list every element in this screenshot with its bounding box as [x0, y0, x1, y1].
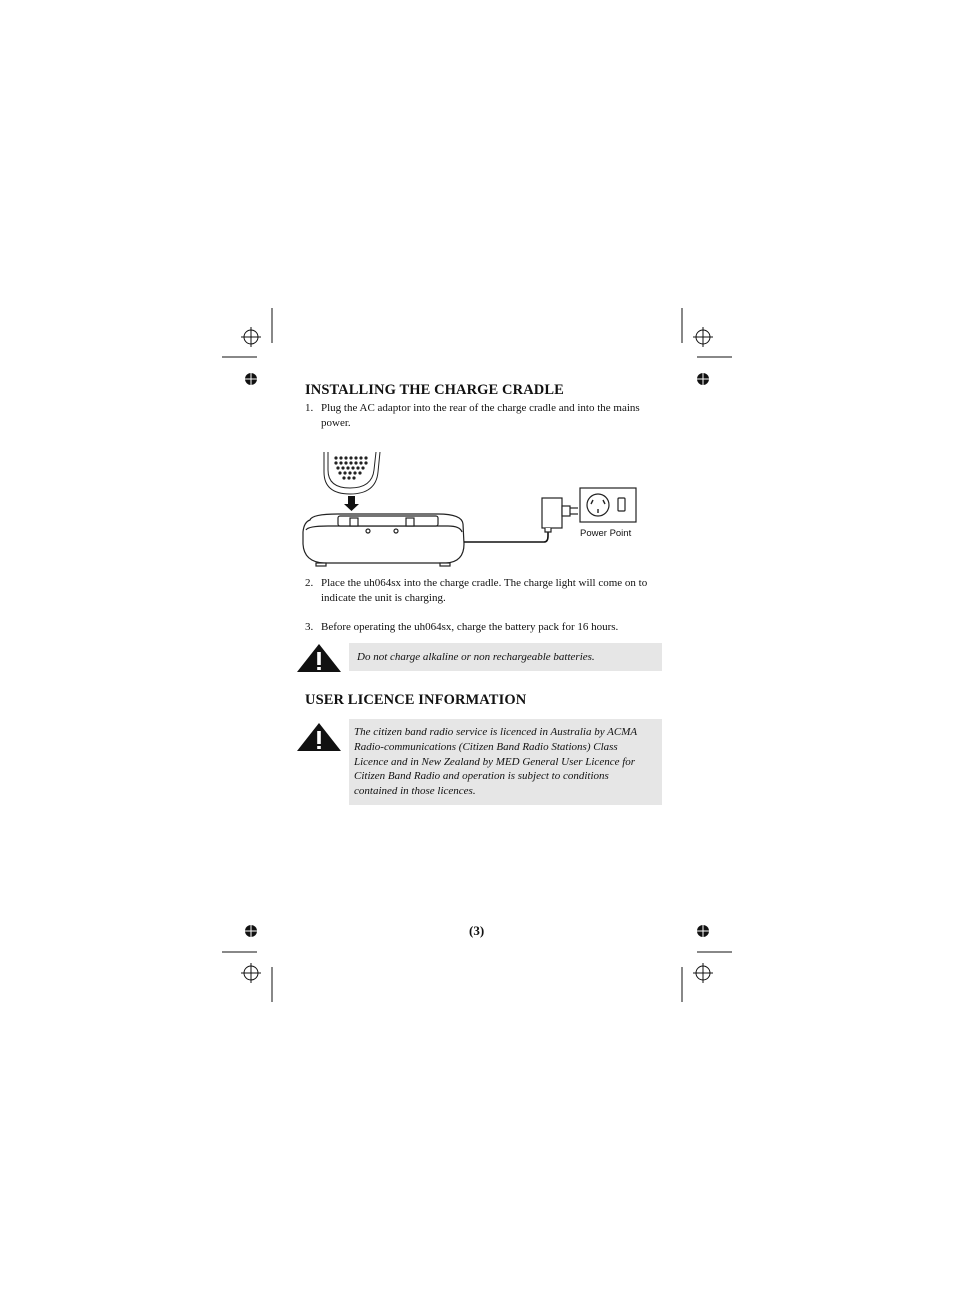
step-text: Before operating the uh064sx, charge the battery pack for 16 hours.: [321, 621, 619, 633]
step-number: 3.: [305, 621, 314, 633]
step-text: Place the uh064sx into the charge cradle. The charge light will come on to indicate the unit is charging.: [321, 577, 648, 604]
insert-arrow-icon: [344, 496, 359, 511]
section-title-user-licence: USER LICENCE INFORMATION: [305, 692, 527, 708]
charge-cradle: [303, 514, 464, 566]
ac-adaptor-icon: [542, 498, 578, 532]
power-point-label: Power Point: [580, 528, 632, 539]
step-3: [305, 620, 655, 636]
page-number: (3): [469, 923, 485, 938]
warning-text: Do not charge alkaline or non rechargeable batteries.: [357, 651, 595, 663]
step-number: 1.: [305, 402, 314, 414]
power-point-icon: [580, 488, 636, 522]
step-text: Plug the AC adaptor into the rear of the charge cradle and into the mains power.: [321, 402, 640, 429]
warning-icon: [296, 722, 342, 752]
warning-icon: [296, 643, 342, 673]
warning-box-batteries: [349, 643, 662, 671]
step-number: 2.: [305, 577, 314, 589]
power-cable: [464, 532, 548, 542]
section-title-charge-cradle: INSTALLING THE CHARGE CRADLE: [305, 382, 564, 398]
step-2: [305, 576, 655, 608]
licence-text: The citizen band radio service is licenced in Australia by ACMA Radio-communications (Citizen Band Radio Stations) Class Licence and in New Zealand by MED General User Licence for Citizen Band Radio and operation is subject to conditions contained in those licences.: [354, 726, 637, 798]
step-1: [305, 401, 655, 433]
charge-cradle-illustration: [298, 450, 643, 570]
warning-box-licence: [349, 719, 662, 805]
